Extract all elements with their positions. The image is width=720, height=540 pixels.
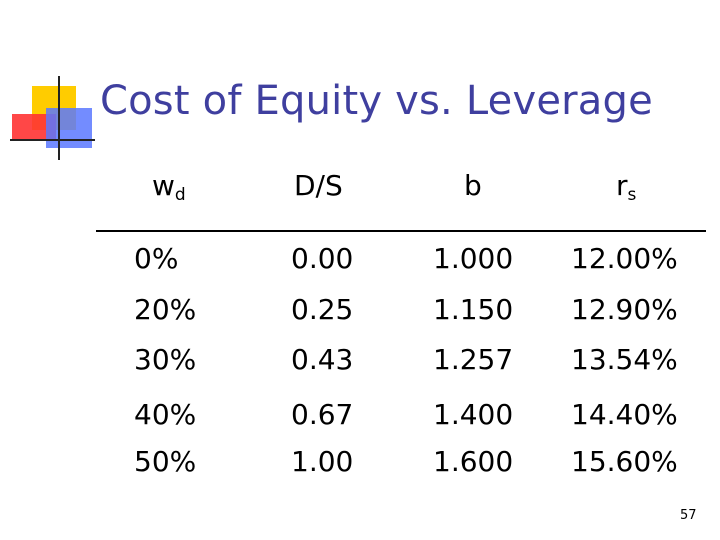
decor-vertical-line	[58, 76, 60, 160]
cell-wd: 30%	[134, 343, 197, 376]
cell-b: 1.150	[433, 293, 514, 326]
decor-blue-square	[46, 108, 92, 148]
cell-b: 1.400	[433, 398, 514, 431]
cell-ds: 1.00	[291, 445, 354, 478]
header-b: b	[464, 169, 482, 202]
cell-b: 1.257	[433, 343, 514, 376]
header-ds: D/S	[294, 169, 343, 202]
slide-title: Cost of Equity vs. Leverage	[100, 78, 653, 124]
cell-ds: 0.00	[291, 242, 354, 275]
cell-rs: 15.60%	[571, 445, 678, 478]
cell-b: 1.600	[433, 445, 514, 478]
cell-wd: 40%	[134, 398, 197, 431]
cell-ds: 0.25	[291, 293, 354, 326]
cell-wd: 50%	[134, 445, 197, 478]
cell-wd: 0%	[134, 242, 179, 275]
page-number: 57	[680, 508, 697, 523]
header-rule	[96, 230, 706, 232]
cell-rs: 14.40%	[571, 398, 678, 431]
header-rs: $r_s$	[616, 169, 637, 205]
cell-b: 1.000	[433, 242, 514, 275]
cell-rs: 12.90%	[571, 293, 678, 326]
cell-wd: 20%	[134, 293, 197, 326]
cell-ds: 0.67	[291, 398, 354, 431]
cell-rs: 13.54%	[571, 343, 678, 376]
cell-rs: 12.00%	[571, 242, 678, 275]
header-wd: $w_d$	[152, 169, 186, 205]
decor-horizontal-line	[10, 139, 95, 141]
cell-ds: 0.43	[291, 343, 354, 376]
